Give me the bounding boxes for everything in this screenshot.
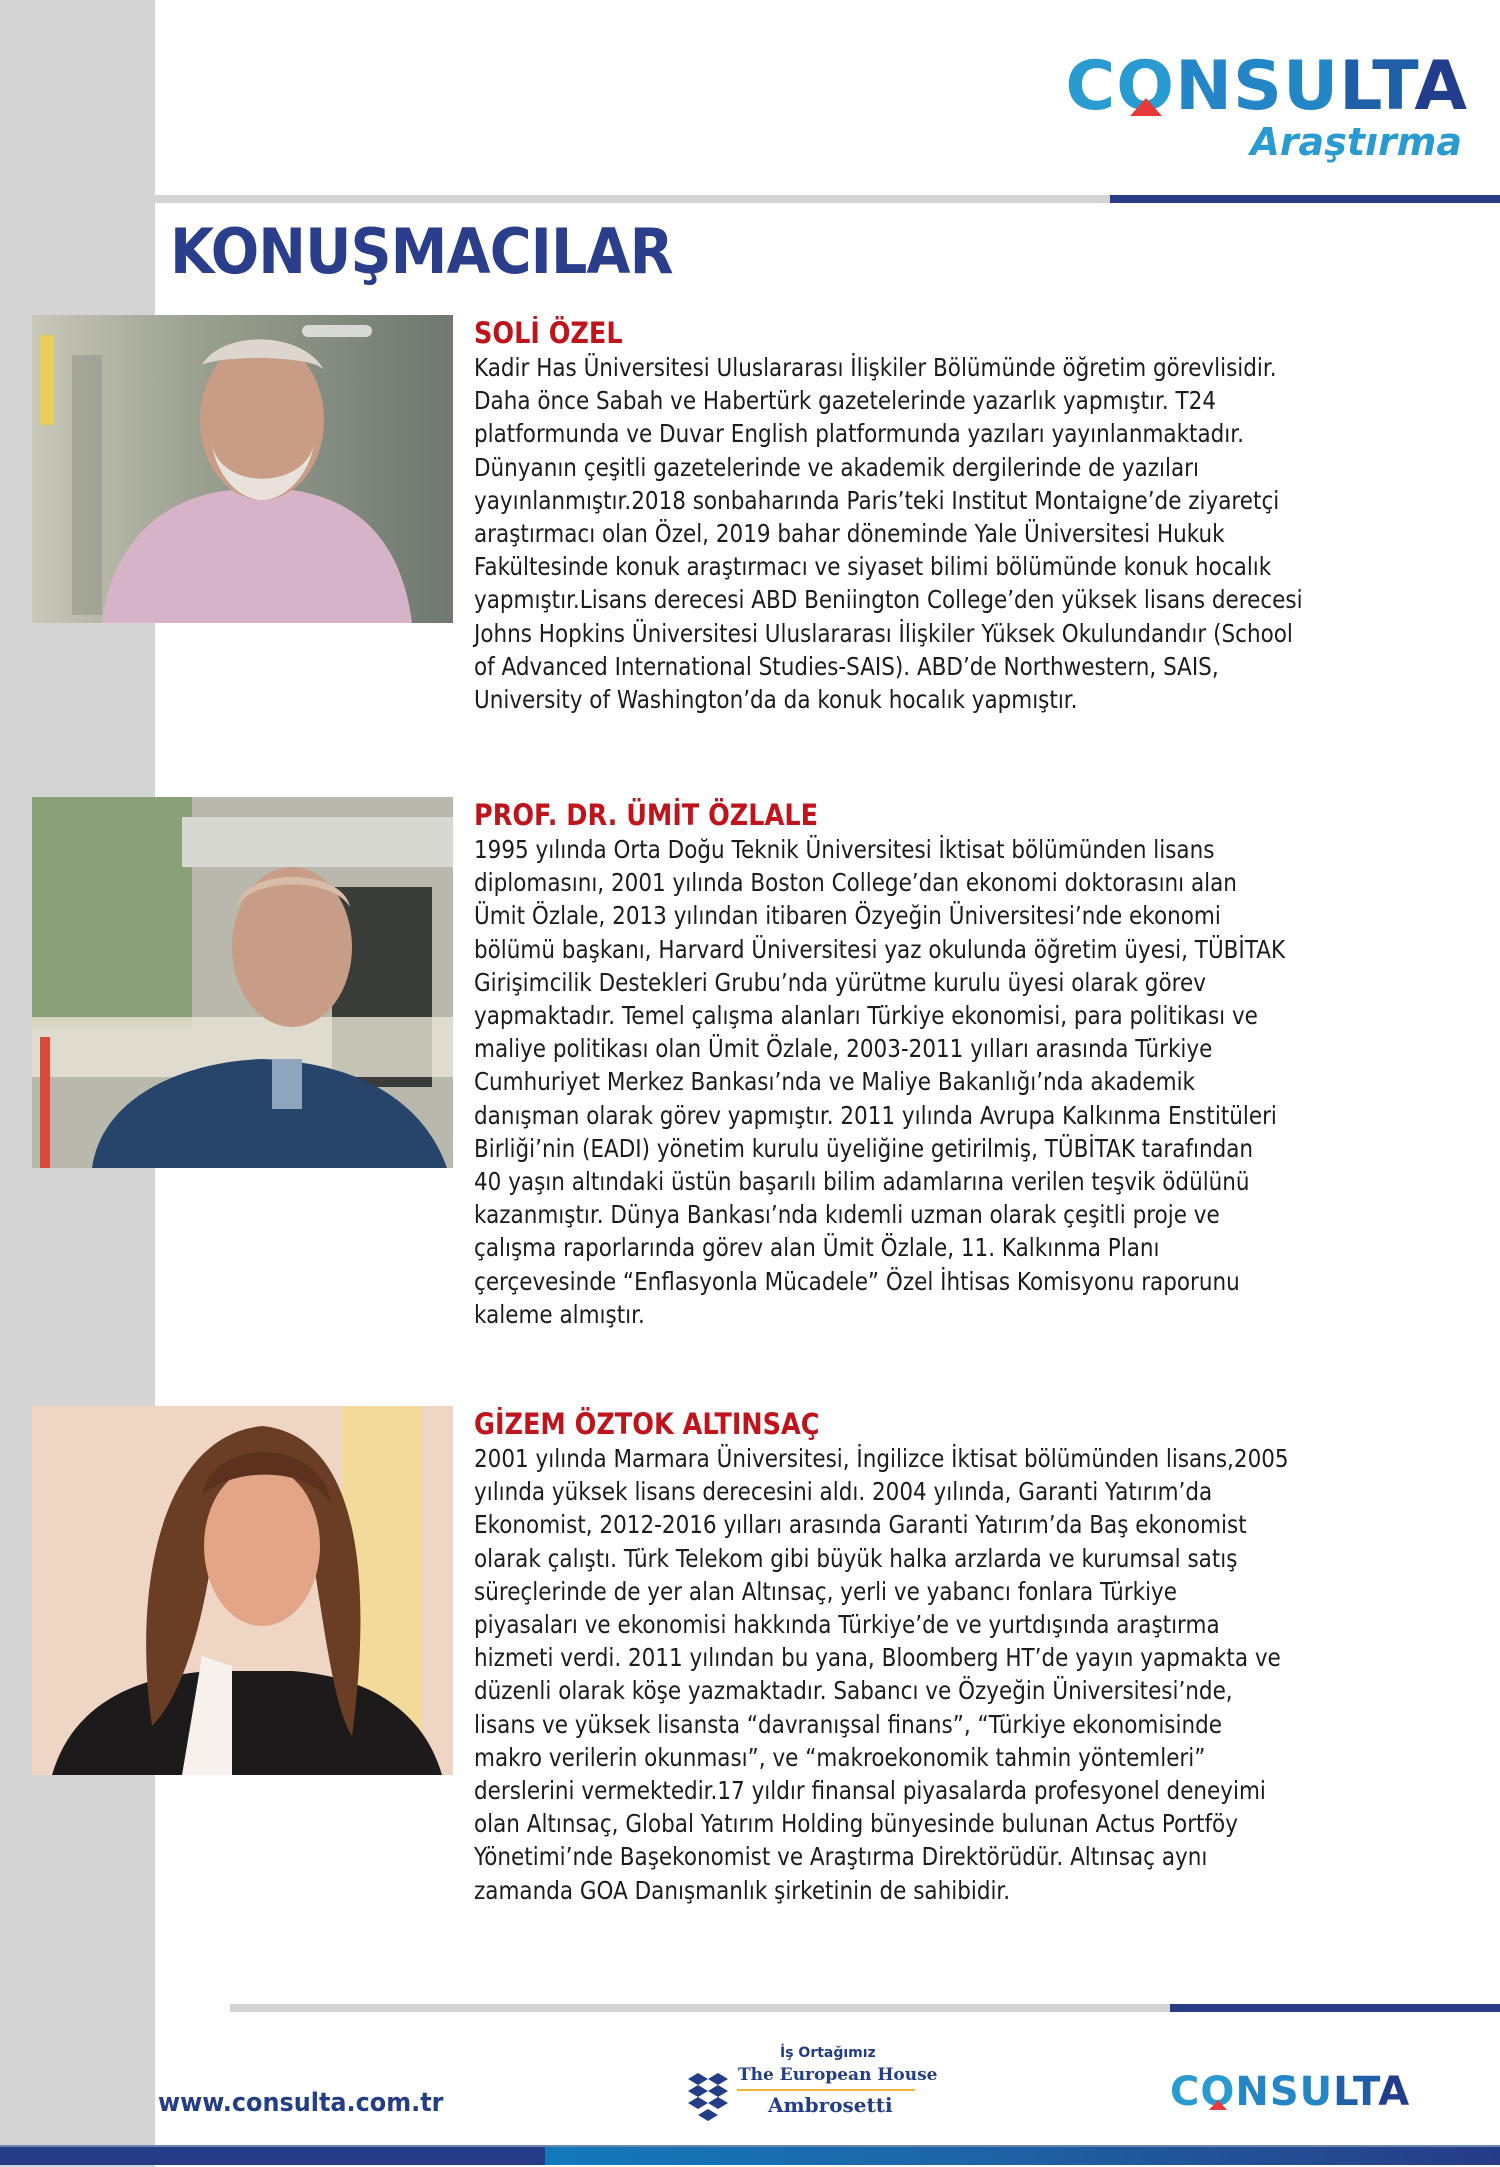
speaker-block-soli-ozel [474,315,1474,716]
partner-logo-ambrosetti [680,2045,938,2130]
speaker-photo-gizem-oztok-altinsac [32,1406,453,1775]
partner-label: İş Ortağımız [780,2045,876,2061]
speaker-name: GİZEM ÖZTOK ALTINSAÇ [474,1407,820,1441]
portrait-image-icon [32,315,453,623]
page-title: KONUŞMACILAR [170,215,673,288]
speaker-block-gizem-oztok-altinsac [474,1406,1474,1907]
footer-divider-navy [1170,2004,1500,2012]
logo-wordmark: CO NSULTA [1170,2069,1411,2115]
logo-wordmark: CO NSULTA [1065,47,1468,126]
header-divider-grey [155,195,1110,203]
logo-red-triangle-icon [1130,98,1162,116]
speaker-name: PROF. DR. ÜMİT ÖZLALE [474,798,819,832]
speaker-bio: 1995 yılında Orta Doğu Teknik Üniversitesi İktisat bölümünden lisans diplomasını, 2001 yılında Boston College’dan ekonomi doktorasını alan Ümit Özlale, 2013 yılından itibaren Özyeğin Üniversitesi’nde ekonomi bölümü başkanı, Harvard Üniversitesi yaz okulunda öğretim üyesi, TÜBİTAK Girişimcilik Destekleri Grubu’nda yürütme kurulu üyesi olarak görev yapmaktadır. Temel çalışma alanları Türkiye ekonomisi, para politikası ve maliye politikası olan Ümit Özlale, 2003-2011 yılları arasında Türkiye Cumhuriyet Merkez Bankası’nda ve Maliye Bakanlığı’nda akademik danışman olarak görev yapmıştır. 2011 yılında Avrupa Kalkınma Enstitüleri Birliği’nin (EADI) yönetim kurulu üyeliğine getirilmiş, TÜBİTAK tarafından 40 yaşın altındaki üstün başarılı bilim adamlarına verilen teşvik ödülünü kazanmıştır. Dünya Bankası’nda kıdemli uzman olarak çeşitli proje ve çalışma raporlarında görev alan Ümit Özlale, 11. Kalkınma Planı çerçevesinde “Enflasyonla Mücadele” Özel İhtisas Komisyonu raporunu kaleme almıştır. [474,835,1286,1329]
partner-name-line1: The European House [738,2065,938,2085]
footer-bar-blue [545,2147,1500,2165]
header-divider-navy [1110,195,1500,203]
speaker-photo-umit-ozlale [32,797,453,1168]
partner-name-line2: Ambrosetti [768,2093,893,2117]
portrait-image-icon [32,797,453,1168]
logo-red-triangle-icon [1209,2100,1227,2110]
website-link[interactable]: www.consulta.com.tr [158,2088,444,2118]
logo-subtitle: Araştırma [1250,120,1462,164]
speaker-block-umit-ozlale [474,797,1474,1331]
portrait-image-icon [32,1406,453,1775]
speaker-name: SOLİ ÖZEL [474,316,623,350]
footer-bar-navy [0,2147,545,2165]
ambrosetti-emblem-icon [684,2071,734,2121]
speaker-bio: 2001 yılında Marmara Üniversitesi, İngilizce İktisat bölümünden lisans,2005 yılında yüksek lisans derecesini aldı. 2004 yılında, Garanti Yatırım’da Ekonomist, 2012-2016 yılları arasında Garanti Yatırım’da Baş ekonomist olarak çalıştı. Türk Telekom gibi büyük halka arzlarda ve kurumsal satış süreçlerinde de yer alan Altınsaç, yerli ve yabancı fonlara Türkiye piyasaları ve ekonomisi hakkında Türkiye’de ve yurtdışında araştırma hizmeti verdi. 2011 yılından bu yana, Bloomberg HT’de yayın yapmakta ve düzenli olarak köşe yazmaktadır. Sabancı ve Özyeğin Üniversitesi’nde, lisans ve yüksek lisansta “davranışsal finans”, “Türkiye ekonomisinde makro verilerin okunması”, ve “makroekonomik tahmin yöntemleri” derslerini vermektedir.17 yıldır finansal piyasalarda profesyonel deneyimi olan Altınsaç, Global Yatırım Holding bünyesinde bulunan Actus Portföy Yönetimi’nde Başekonomist ve Araştırma Direktörüdür. Altınsaç aynı zamanda GOA Danışmanlık şirketinin de sahibidir. [474,1444,1289,1905]
speaker-bio: Kadir Has Üniversitesi Uluslararası İlişkiler Bölümünde öğretim görevlisidir. Daha önce Sabah ve Habertürk gazetelerinde yazarlık yapmıştır. T24 platformunda ve Duvar English platformunda yazıları yayınlanmaktadır. Dünyanın çeşitli gazetelerinde ve akademik dergilerinde de yazıları yayınlanmıştır.2018 sonbaharında Paris’teki Institut Montaigne’de ziyaretçi araştırmacı olan Özel, 2019 bahar döneminde Yale Üniversitesi Hukuk Fakültesinde konuk araştırmacı ve siyaset bilimi bölümünde konuk hocalık yapmıştır.Lisans derecesi ABD Beniington College’den yüksek lisans derecesi Johns Hopkins Üniversitesi Uluslararası İlişkiler Yüksek Okulundandır (School of Advanced International Studies-SAIS). ABD’de Northwestern, SAIS, University of Washington’da da konuk hocalık yapmıştır. [474,353,1303,715]
footer-divider-grey [230,2004,1170,2012]
consulta-arastirma-logo [1048,47,1468,164]
consulta-footer-logo [1170,2070,1410,2114]
partner-rule [737,2089,915,2091]
speaker-photo-soli-ozel [32,315,453,623]
